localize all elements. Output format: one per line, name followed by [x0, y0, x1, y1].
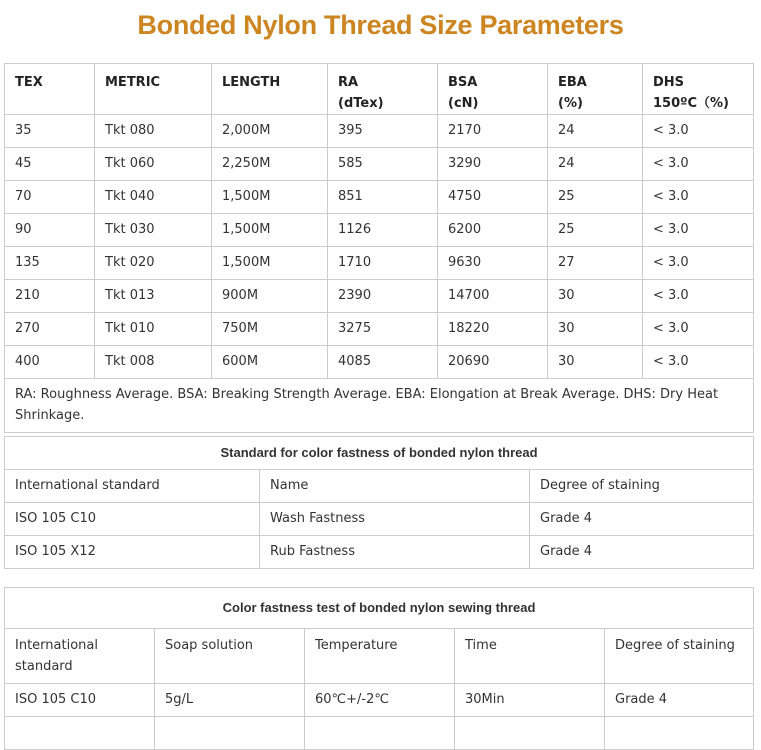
- section-title: Color fastness test of bonded nylon sewing thread: [5, 588, 754, 629]
- cell-bsa: 20690: [438, 346, 548, 379]
- cell-empty: [155, 717, 305, 750]
- cell-metric: Tkt 060: [95, 148, 212, 181]
- cell-eba: 25: [548, 181, 643, 214]
- cell-tex: 70: [5, 181, 95, 214]
- header-length: LENGTH: [212, 64, 328, 115]
- color-fastness-standard-table: [4, 436, 754, 569]
- cell-empty: [455, 717, 605, 750]
- page-title: Bonded Nylon Thread Size Parameters: [137, 10, 624, 40]
- header-dhs: DHS 150ºC（%): [643, 64, 754, 115]
- cell-tex: 45: [5, 148, 95, 181]
- table-header-row: [5, 629, 754, 684]
- cell-metric: Tkt 008: [95, 346, 212, 379]
- cell-empty: [5, 717, 155, 750]
- cell-metric: Tkt 030: [95, 214, 212, 247]
- cell-dhs: < 3.0: [643, 313, 754, 346]
- cell-bsa: 2170: [438, 115, 548, 148]
- cell-dhs: < 3.0: [643, 214, 754, 247]
- cell-metric: Tkt 040: [95, 181, 212, 214]
- cell-eba: 25: [548, 214, 643, 247]
- header-bsa: BSA (cN): [438, 64, 548, 115]
- note-row: [5, 379, 754, 433]
- cell-eba: 24: [548, 115, 643, 148]
- table-row: [5, 346, 754, 379]
- cell-dhs: < 3.0: [643, 247, 754, 280]
- table-row-empty: [5, 717, 754, 750]
- cell-bsa: 14700: [438, 280, 548, 313]
- cell-name: Wash Fastness: [260, 503, 530, 536]
- header-ra: RA (dTex): [328, 64, 438, 115]
- cell-eba: 30: [548, 280, 643, 313]
- cell-time: 30Min: [455, 684, 605, 717]
- cell-empty: [605, 717, 754, 750]
- cell-metric: Tkt 013: [95, 280, 212, 313]
- cell-ra: 1710: [328, 247, 438, 280]
- cell-length: 1,500M: [212, 214, 328, 247]
- cell-ra: 851: [328, 181, 438, 214]
- cell-grade: Grade 4: [530, 503, 754, 536]
- cell-ra: 3275: [328, 313, 438, 346]
- cell-tex: 210: [5, 280, 95, 313]
- cell-empty: [305, 717, 455, 750]
- header-tex: TEX: [5, 64, 95, 115]
- table-header-row: [5, 64, 754, 115]
- header-international-standard: International standard: [5, 470, 260, 503]
- cell-standard: ISO 105 C10: [5, 684, 155, 717]
- cell-length: 2,250M: [212, 148, 328, 181]
- cell-bsa: 6200: [438, 214, 548, 247]
- table-row: [5, 148, 754, 181]
- cell-length: 1,500M: [212, 247, 328, 280]
- cell-tex: 135: [5, 247, 95, 280]
- section-title: Standard for color fastness of bonded nylon thread: [5, 437, 754, 470]
- cell-standard: ISO 105 C10: [5, 503, 260, 536]
- header-name: Name: [260, 470, 530, 503]
- header-international-standard: International standard: [5, 629, 155, 684]
- cell-length: 600M: [212, 346, 328, 379]
- size-parameters-table: [4, 63, 754, 433]
- cell-eba: 30: [548, 346, 643, 379]
- abbreviation-note: RA: Roughness Average. BSA: Breaking Strength Average. EBA: Elongation at Break Average. DHS: Dry Heat Shrinkage.: [5, 379, 754, 433]
- cell-metric: Tkt 020: [95, 247, 212, 280]
- cell-dhs: < 3.0: [643, 115, 754, 148]
- cell-length: 2,000M: [212, 115, 328, 148]
- cell-grade: Grade 4: [605, 684, 754, 717]
- cell-ra: 1126: [328, 214, 438, 247]
- table-row: [5, 115, 754, 148]
- cell-length: 1,500M: [212, 181, 328, 214]
- cell-temperature: 60℃+/-2℃: [305, 684, 455, 717]
- cell-eba: 30: [548, 313, 643, 346]
- cell-dhs: < 3.0: [643, 346, 754, 379]
- table-header-row: [5, 470, 754, 503]
- cell-tex: 400: [5, 346, 95, 379]
- cell-soap-solution: 5g/L: [155, 684, 305, 717]
- cell-ra: 4085: [328, 346, 438, 379]
- header-degree-of-staining: Degree of staining: [530, 470, 754, 503]
- header-temperature: Temperature: [305, 629, 455, 684]
- table-row: [5, 684, 754, 717]
- cell-dhs: < 3.0: [643, 148, 754, 181]
- header-soap-solution: Soap solution: [155, 629, 305, 684]
- cell-grade: Grade 4: [530, 536, 754, 569]
- cell-bsa: 18220: [438, 313, 548, 346]
- cell-length: 900M: [212, 280, 328, 313]
- table-row: [5, 503, 754, 536]
- table-row: [5, 536, 754, 569]
- cell-eba: 27: [548, 247, 643, 280]
- cell-eba: 24: [548, 148, 643, 181]
- cell-dhs: < 3.0: [643, 280, 754, 313]
- cell-tex: 270: [5, 313, 95, 346]
- cell-metric: Tkt 080: [95, 115, 212, 148]
- cell-name: Rub Fastness: [260, 536, 530, 569]
- header-eba: EBA (%): [548, 64, 643, 115]
- color-fastness-test-table: [4, 587, 754, 750]
- cell-length: 750M: [212, 313, 328, 346]
- table-row: [5, 214, 754, 247]
- cell-ra: 2390: [328, 280, 438, 313]
- cell-tex: 90: [5, 214, 95, 247]
- cell-ra: 585: [328, 148, 438, 181]
- cell-metric: Tkt 010: [95, 313, 212, 346]
- table-row: [5, 280, 754, 313]
- header-time: Time: [455, 629, 605, 684]
- table-row: [5, 313, 754, 346]
- cell-bsa: 3290: [438, 148, 548, 181]
- cell-dhs: < 3.0: [643, 181, 754, 214]
- header-metric: METRIC: [95, 64, 212, 115]
- header-degree-of-staining: Degree of staining: [605, 629, 754, 684]
- cell-tex: 35: [5, 115, 95, 148]
- cell-standard: ISO 105 X12: [5, 536, 260, 569]
- cell-ra: 395: [328, 115, 438, 148]
- table-row: [5, 247, 754, 280]
- cell-bsa: 9630: [438, 247, 548, 280]
- cell-bsa: 4750: [438, 181, 548, 214]
- table-row: [5, 181, 754, 214]
